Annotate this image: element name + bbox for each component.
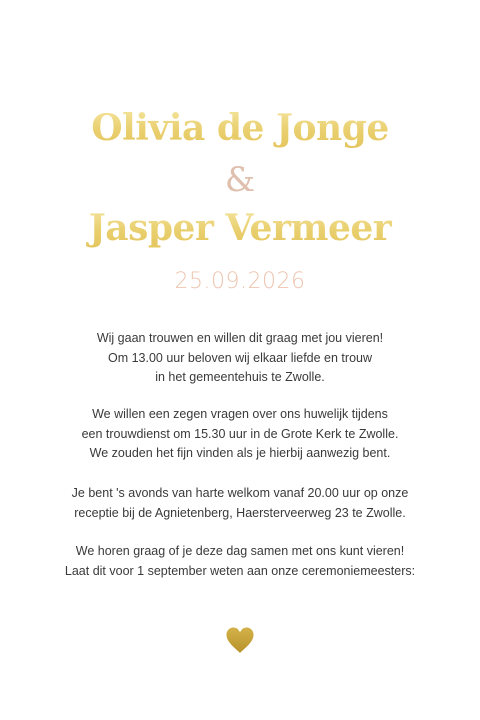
text-line: We willen een zegen vragen over ons huwelijk tijdens bbox=[92, 407, 388, 421]
text-line: We horen graag of je deze dag samen met ons kunt vieren! bbox=[75, 544, 405, 558]
text-line: in het gemeentehuis te Zwolle. bbox=[155, 370, 325, 384]
text-line: receptie bij de Agnietenberg, Haersterveerweg 23 te Zwolle. bbox=[74, 505, 406, 520]
wedding-date: 25.09.2026 bbox=[174, 269, 306, 294]
text-line: Om 13.00 uur beloven wij elkaar liefde en trouw bbox=[107, 350, 373, 365]
bride-name: Olivia de Jonge bbox=[0, 106, 480, 150]
reception-paragraph bbox=[0, 484, 480, 523]
text-line: Je bent 's avonds van harte welkom vanaf 20.00 uur op onze bbox=[71, 486, 409, 500]
text-line: Wij gaan trouwen en willen dit graag met jou vieren! bbox=[96, 331, 384, 345]
ceremony-paragraph bbox=[0, 329, 480, 388]
heart-icon bbox=[224, 624, 256, 656]
rsvp-paragraph bbox=[0, 542, 480, 581]
church-service-paragraph bbox=[0, 405, 480, 464]
text-line: We zouden het fijn vinden als je hierbij aanwezig bent. bbox=[89, 446, 391, 460]
text-line: een trouwdienst om 15.30 uur in de Grote Kerk te Zwolle. bbox=[81, 426, 399, 441]
text-line: Laat dit voor 1 september weten aan onze ceremoniemeesters: bbox=[64, 563, 416, 578]
groom-name: Jasper Vermeer bbox=[0, 206, 480, 250]
ampersand: & bbox=[224, 160, 256, 200]
